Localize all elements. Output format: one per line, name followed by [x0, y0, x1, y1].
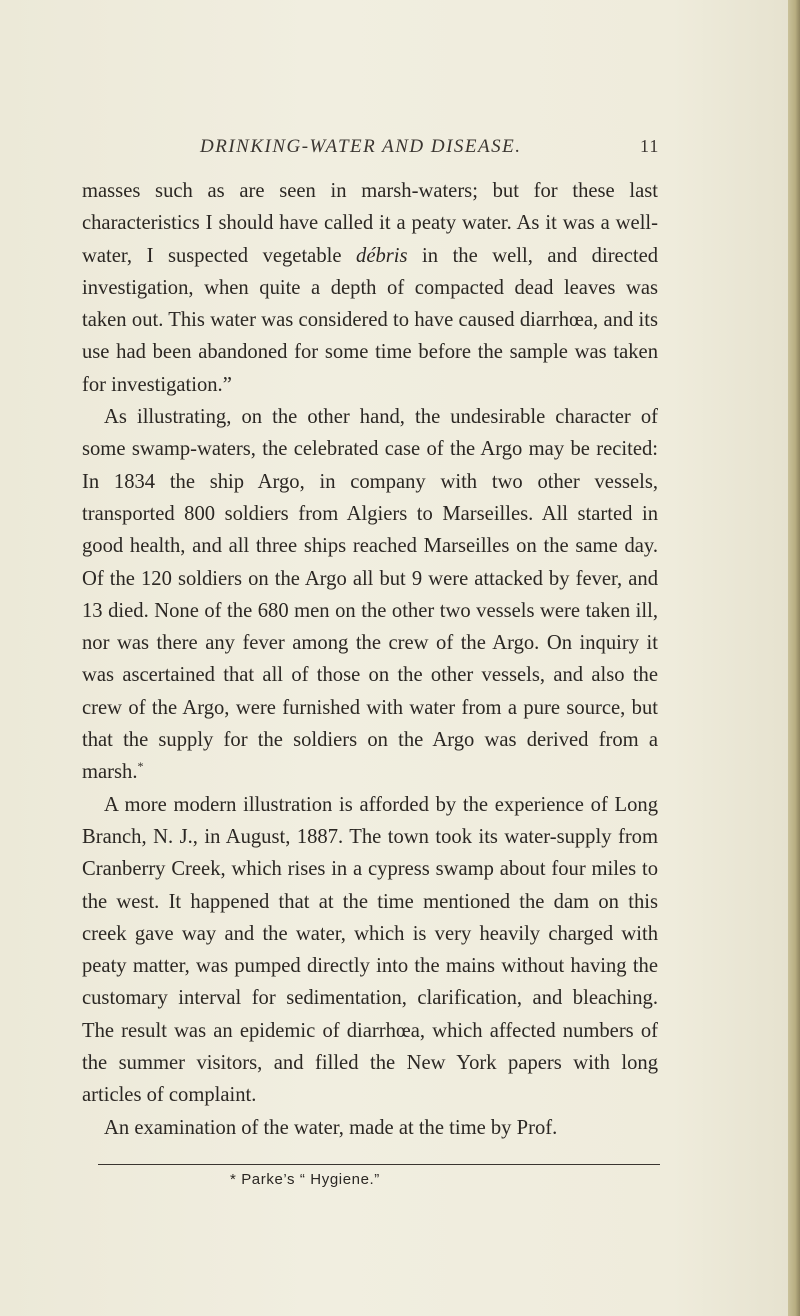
- paragraph-argo: [82, 401, 658, 789]
- paragraph-text: masses such as are seen in marsh-waters; but for these last characteristics I should have called it a peaty water. As it was a well-water, I suspected vegetable: [82, 180, 658, 267]
- paragraph-long-branch: [82, 789, 658, 1112]
- page-edge: [788, 0, 800, 1316]
- page-number: 11: [640, 136, 660, 156]
- footnote-reference: *: [137, 759, 144, 774]
- paragraph-examination: [82, 1112, 658, 1144]
- italic-term: débris: [356, 244, 408, 267]
- running-head: DRINKING-WATER AND DISEASE.: [200, 136, 522, 157]
- footnote-divider: [98, 1164, 660, 1165]
- body-text: [82, 175, 658, 1144]
- paragraph-text: A more modern illustration is afforded by the experience of Long Branch, N. J., in August, 1887. The town took its water-supply from Cranberry Creek, which rises in a cypress swamp about four miles to the west. It happened that at the time mentioned the dam on this creek gave way and the water, which is very heavily charged with peaty matter, was pumped directly into the mains without having the customary interval for sedimentation, clarification, and bleaching. The result was an epidemic of diarrhœa, which affected numbers of the summer visitors, and filled the New York papers with long articles of complaint.: [82, 793, 658, 1107]
- paragraph-continued: [82, 175, 658, 401]
- paragraph-text: As illustrating, on the other hand, the undesirable character of some swamp-waters, the celebrated case of the Argo may be recited: In 1834 the ship Argo, in company with two other vessels, transported 800 soldiers from Algiers to Marseilles. All started in good health, and all three ships reached Marseilles on the same day. Of the 120 soldiers on the Argo all but 9 were attacked by fever, and 13 died. None of the 680 men on the other two vessels were taken ill, nor was there any fever among the crew of the Argo. On inquiry it was ascertained that all of those on the other vessels, and also the crew of the Argo, were furnished with water from a pure source, but that the supply for the soldiers on the Argo was derived from a marsh.: [82, 406, 658, 784]
- paragraph-text: An examination of the water, made at the time by Prof.: [104, 1116, 558, 1139]
- footnote: * Parke’s “ Hygiene.”: [230, 1171, 380, 1188]
- paragraph-text: in the well, and directed investigation, when quite a depth of compacted dead leaves was taken out. This water was considered to have caused diarrhœa, and its use had been abandoned for some time before the sample was taken for investigation.”: [82, 244, 659, 396]
